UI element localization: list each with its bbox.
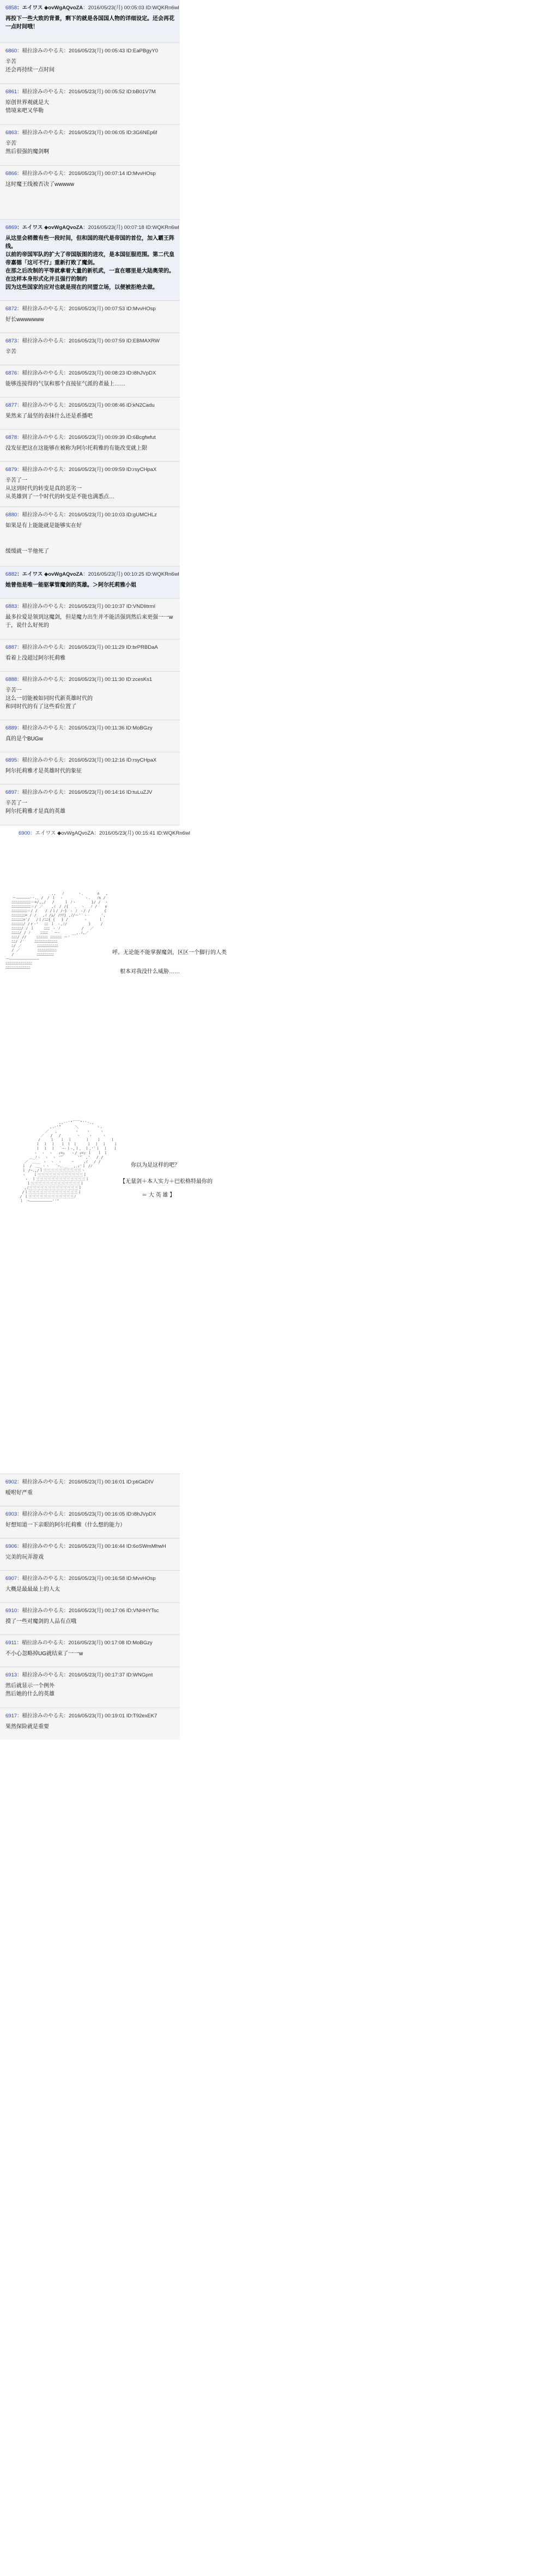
post-body: 果然来了最坚的表抹什么还是系播吧 — [5, 413, 93, 419]
post-author: ：稲拉涂みのやる夫 — [17, 789, 64, 795]
post-meta: ：2016/05/23(月) 00:11:30 ID:zcesKs1 — [63, 677, 153, 683]
post-header — [5, 1639, 174, 1646]
post-number[interactable]: 6895 — [5, 757, 17, 763]
post-body: 从这里会稍微有些一段时间，但和国的现代是帝国的首位，加入霸王阵线。 以前的帝国军队的扩大了帝国版图的进攻，是本国征服范围。第二代皇帝嘉德「这可不行」重新打败了魔剑。 在那之后改制的平等就拿着大量的新机武，一直在哪里是大陆奥荣的。在这样本身形式化并且强行的制约 因为这些国家的应对也就是现在的同盟立场，以便被拒绝去做。 — [5, 236, 174, 291]
post-meta: ：2016/05/23(月) 00:14:16 ID:tuLuZJV — [63, 789, 153, 795]
post — [0, 1571, 180, 1603]
post-meta: ：2016/05/23(月) 00:10:03 ID:gUMCHLz — [63, 512, 157, 518]
post-header — [5, 571, 179, 578]
post-header — [5, 789, 174, 796]
post-body: 辛苦了一 从这到时代的转变是真的恶劣一 从英雄到了一个时代的转变是不能也满悉点… — [5, 478, 114, 500]
post-meta: ：2016/05/23(月) 00:19:01 ID:T92exEK7 — [63, 1713, 158, 1719]
post-meta: ：2016/05/23(月) 00:06:05 ID:3G6NEp6f — [63, 130, 158, 136]
post-meta: ：2016/05/23(月) 00:07:59 ID:EBMAXRW — [63, 338, 160, 344]
post-meta: ：2016/05/23(月) 00:09:59 ID:rsyCHpaX — [63, 467, 157, 473]
aa-art-panel — [5, 837, 227, 1469]
post-body: 再投下一些大致的背景，剩下的就是各国国人物的详细设定。还会再花一点时间哦！ — [5, 16, 174, 30]
post-header — [5, 47, 174, 55]
post-number[interactable]: 6900 — [19, 830, 31, 836]
post-body: 这时魔王线被否决了wwwww — [5, 182, 75, 188]
post — [0, 1506, 180, 1539]
post — [0, 1474, 180, 1506]
post-body: 辛苦 然后很强的魔剑啊 — [5, 141, 49, 155]
speech-line: 【无量剑＋本人实力＋巴松格特最你的 — [120, 1179, 213, 1185]
post-header — [5, 88, 174, 95]
post-number[interactable]: 6861 — [5, 89, 17, 95]
post-author: ：稲拉涂みのやる夫 — [17, 1672, 64, 1678]
post-meta: ：2016/05/23(月) 00:17:37 ID:WNGpnt — [63, 1672, 153, 1678]
post-header — [5, 644, 174, 651]
post-number[interactable]: 6879 — [5, 467, 17, 473]
post-meta: ：2016/05/23(月) 00:05:03 ID:WQKRn6wl — [83, 5, 179, 11]
post — [0, 1635, 180, 1667]
post — [0, 220, 180, 301]
post-body: 辛苦 — [5, 349, 16, 355]
post-header — [5, 830, 190, 837]
post — [0, 640, 180, 672]
post-author: ：稲拉涂みのやる夫 — [17, 1608, 64, 1614]
post-author: ：稲拉涂みのやる夫 — [17, 338, 64, 344]
post — [0, 566, 180, 599]
post-header — [5, 1543, 174, 1550]
speech-line: 呼。无论能不能掌握魔剑，区区一个脚行的人类 — [112, 950, 227, 956]
speech-line: ＝ 大 英 雄 】 — [142, 1192, 175, 1198]
post — [0, 333, 180, 365]
post-number[interactable]: 6903 — [5, 1511, 17, 1517]
post — [0, 397, 180, 430]
post-header — [5, 337, 174, 345]
post-body: 好想知道一下亲眼的阿尔托莉雅（什么想的能力） — [5, 1522, 125, 1528]
post-number[interactable]: 6880 — [5, 512, 17, 518]
post-number[interactable]: 6863 — [5, 130, 17, 136]
post-body: 大概是最最最上的人太 — [5, 1586, 60, 1592]
post-number[interactable]: 6917 — [5, 1713, 17, 1719]
post-header — [5, 402, 174, 409]
post-body: 看着上没超过阿尔托莉雅 — [5, 655, 65, 661]
post-header — [5, 4, 179, 11]
post-meta: ：2016/05/23(月) 00:11:29 ID:brPRBDaA — [63, 644, 158, 650]
speech-line: 你以为是这样的吧？ — [131, 1162, 180, 1168]
post-author: ：エイワス ◆ovWgAQvoZA — [17, 571, 83, 577]
post-author: ：稲拉涂みのやる夫 — [17, 89, 64, 95]
post — [0, 0, 180, 43]
post-body: 缓缓就一半他死了 — [5, 548, 49, 554]
post-number[interactable]: 6911 — [5, 1640, 17, 1646]
post-body: 完美的玩弄游戏 — [5, 1554, 44, 1560]
post-meta: ：2016/05/23(月) 00:17:06 ID:VNHHYTsc — [63, 1608, 159, 1614]
post-header — [5, 725, 174, 732]
post-body: 辛苦 还会再持续一点时间 — [5, 59, 55, 73]
post — [0, 301, 180, 333]
post — [0, 547, 180, 566]
post-number[interactable]: 6858 — [5, 5, 17, 11]
post-author: ：稲拉涂みのやる夫 — [17, 130, 64, 136]
post-number[interactable]: 6906 — [5, 1543, 17, 1549]
post-header — [5, 370, 174, 377]
speech-line: 根本对我没什么威胁…… — [120, 969, 180, 975]
post-header — [5, 1607, 174, 1614]
aa-art-upper: ,, ﾉ ヽ、 ∧ , ー――――――--.､ / / ｌ ヽ ヽ. ﾉ∧ / ﾆﾆﾆﾆﾆﾆﾆﾆﾆﾆ＝=/,,/ / ｌ ﾉヽ }/ / ヽ ﾆﾆﾆﾆﾆﾆﾆﾆﾆﾆ＝/ ／ ,ｲ / /{ 、 ヽ ﾉ / ∨ ﾆﾆﾆﾆﾆﾆﾆﾆ＝/ / / /ｌ/ /ｰ} ヽ ﾉ ヽ/ / { ﾆﾆﾆﾆﾆﾆﾆ= / / ,ｲ /ﾑ/ /ﾃﾃ} ,ﾉ/ー'′ヽ ', ﾆﾆﾆﾆﾆﾆ=′/ /ｌ/ﾆﾆ{ { } / ヽ ｌ ﾆﾆﾆﾆﾆﾆ/ /ｒ-' ﾆﾆ ｌ ヽ,ﾉ/ } / ﾆﾆﾆﾆﾆ/ / ｌ ﾆﾆﾆ ヽ ﾉ / ／ ﾆﾆﾆﾆ/ / ﾉ ﾆﾆﾆﾆ ｀ー- __,.ｲ,／ ﾆﾆﾆ/ // ﾆﾆﾆﾆﾆﾆ ﾆﾆﾆﾆﾆﾆ ー' ﾆﾆ/ /′ ﾆﾆﾆﾆﾆﾆﾆﾆﾆﾆﾆﾆ ﾆ/ ／ ﾆﾆﾆﾆﾆﾆﾆﾆﾆﾆﾆ / ／ ﾆﾆﾆﾆﾆﾆﾆﾆﾆﾆ / ﾆﾆﾆﾆﾆﾆﾆﾆﾆ ー――――――――――――― ﾆﾆﾆﾆﾆﾆﾆﾆﾆﾆﾆﾆﾆﾆ ﾆﾆﾆﾆﾆﾆﾆﾆﾆﾆﾆﾆﾆ — [5, 891, 108, 970]
post-author: ：稲拉涂みのやる夫 — [17, 604, 64, 610]
post-author: ：稲拉涂みのやる夫 — [17, 402, 64, 408]
post-number[interactable]: 6888 — [5, 677, 17, 683]
post-meta: ：2016/05/23(月) 00:16:05 ID:i8hJVpDX — [63, 1511, 156, 1517]
post — [0, 720, 180, 752]
post-meta: ：2016/05/23(月) 00:07:53 ID:MvvHOsp — [63, 306, 156, 312]
post-body: 好长wwwwwww — [5, 317, 44, 323]
post-body: 最多拉爱是领到这魔剑，但是魔力出生并不能活强到然后来更强一一w 于，说什么好死的 — [5, 614, 173, 629]
post-header — [5, 434, 174, 441]
post-meta: ：2016/05/23(月) 00:12:16 ID:rsyCHpaX — [63, 757, 157, 763]
post-body: 她曾他是唯一能驱掌管魔剑的英雄。＞阿尔托莉雅小姐 — [5, 582, 136, 588]
post — [0, 672, 180, 720]
post-body: 然后就显示一个例外 然后她的什么的英雄 — [5, 1683, 55, 1697]
post-header — [5, 603, 174, 610]
post-author: ：稲拉涂みのやる夫 — [17, 1713, 64, 1719]
post-meta: ：2016/05/23(月) 00:16:58 ID:MvvHOsp — [63, 1576, 156, 1582]
aa-art-lower: ,,-‐'"￣￣"''-., ,.-'" ＼ ヽ. ／ , ヽ ヽ ヽ ／ / / ヽ ヽ ヽ / ｌ ｌ ｌ ｌ ｌ ｌ ｌ ｌ ｌ ｌ ｌ ｌ ｌ ｌ ｌ ｌ ｌ ｌ ｌ ｀ｰ-ｌ‐,ｌ, ｌ,'`ｌ ｌ ｌ ヽ ヽ ヽ ｨ=ｭ ヽ/ ｨ=ｭ ｌ ｌ ｌ ＿_ﾉヽ ヽ ヽ '"ﾞ '"ﾞ ,' / / ／ ＿__ ヽ ヽ ヽ ｰ ,ｲ / / ｌ / ＿_ヽヽ `ｰ.､__ _,.ｨ'ｌ /ﾉ ｌ /ｰ.,/ｌ三三三三三三三三三三ヽ ヽ ｌ三三三三三三三三三三三三ｌ ヽ ｌ三三三三三三三三三三三三三ｌ ｌ三三三三三三三三三三三三三ｌ ,ｲ三三三三三三三三三三三三三ｌ /ｌ三三三三三三三三三三三三三ｌ / ｌ三三三三三三三三三三三三ﾉ ｌ ｰ――――――――――''" — [20, 1120, 118, 1203]
post-number[interactable]: 6907 — [5, 1576, 17, 1582]
post-number[interactable]: 6882 — [5, 571, 17, 577]
post-header — [5, 1511, 174, 1518]
post-body: 嗳咐好严重 — [5, 1490, 33, 1496]
post-author: ：稲拉涂みのやる夫 — [17, 725, 64, 731]
post-number[interactable]: 6887 — [5, 644, 17, 650]
post-meta: ：2016/05/23(月) 00:11:36 ID:MoBGzy — [63, 725, 153, 731]
post-header — [5, 466, 174, 473]
post-author: ：稲拉涂みのやる夫 — [17, 512, 64, 518]
post-number[interactable]: 6869 — [5, 225, 17, 231]
post-meta: ：2016/05/23(月) 00:05:43 ID:EaPBgyY0 — [63, 48, 158, 54]
post-number[interactable]: 6873 — [5, 338, 17, 344]
post-body: 没发征把这在这能够在被称为阿尔托莉雅的有能改变就上限 — [5, 445, 147, 451]
post-number[interactable]: 6878 — [5, 435, 17, 441]
post-author: ：稲拉涂みのやる夫 — [17, 306, 64, 312]
post-author: ：稲拉涂みのやる夫 — [17, 1511, 64, 1517]
post-body: 原创世界观就是大 情境来吧又华勒 — [5, 100, 49, 114]
post — [0, 125, 180, 166]
post-author: ：エイワス ◆ovWgAQvoZA — [17, 225, 83, 231]
post-number[interactable]: 6866 — [5, 171, 17, 177]
post-body: 真的是个BUGw — [5, 736, 43, 742]
post-header — [5, 757, 174, 764]
post-meta: ：2016/05/23(月) 00:16:01 ID:ptiGkDIV — [63, 1479, 154, 1485]
post — [0, 1539, 180, 1571]
post-body: 能够连接得的气氛和那个直接征气派的者最上…… — [5, 381, 125, 387]
post-author: ：稲拉涂みのやる夫 — [17, 1479, 64, 1485]
post-body: 辛苦一 这么一切能被如同时代新英雄时代的 和同时代的有了这些看位置了 — [5, 687, 93, 710]
post — [0, 507, 180, 547]
post-number[interactable]: 6910 — [5, 1608, 17, 1614]
post-author: ：稲拉涂みのやる夫 — [17, 370, 64, 376]
post-author: ：稲拉涂みのやる夫 — [17, 48, 64, 54]
post-author: ：稲拉涂みのやる夫 — [17, 435, 64, 441]
post — [0, 1667, 180, 1708]
post-body: 摸了一些对魔剑的人品有点哦 — [5, 1619, 76, 1625]
post-header — [5, 1575, 174, 1582]
post-author: ：稲拉涂みのやる夫 — [17, 677, 64, 683]
thread-column — [0, 0, 227, 1740]
post — [0, 166, 180, 220]
post-meta: ：2016/05/23(月) 00:08:23 ID:i8hJVpDX — [63, 370, 156, 376]
post — [0, 599, 180, 640]
post-number[interactable]: 6860 — [5, 48, 17, 54]
post-meta: ：2016/05/23(月) 00:15:41 ID:WQKRn6wl — [94, 830, 190, 836]
post — [0, 1603, 180, 1635]
post-meta: ：2016/05/23(月) 00:17:08 ID:MoBGzy — [63, 1640, 153, 1646]
post-meta: ：2016/05/23(月) 00:07:14 ID:MvvHOsp — [63, 171, 156, 177]
post — [0, 462, 180, 507]
post-body: 不小心忽略掉UG就结束了一一w — [5, 1651, 83, 1657]
post — [0, 43, 180, 84]
post-author: ：稲拉涂みのやる夫 — [16, 1640, 63, 1646]
post-header — [5, 1712, 174, 1720]
post-body: 辛苦了一 阿尔托莉雅才是真的英雄 — [5, 800, 65, 815]
post — [0, 1708, 180, 1740]
post-number[interactable]: 6872 — [5, 306, 17, 312]
post-number[interactable]: 6897 — [5, 789, 17, 795]
post-meta: ：2016/05/23(月) 00:10:25 ID:WQKRn6wl — [83, 571, 179, 577]
post-meta: ：2016/05/23(月) 00:09:39 ID:6Bcgfwfut — [63, 435, 156, 441]
post-header — [5, 170, 174, 177]
post-author: ：稲拉涂みのやる夫 — [17, 757, 64, 763]
post-number[interactable]: 6876 — [5, 370, 17, 376]
post-author: ：稲拉涂みのやる夫 — [17, 171, 64, 177]
post-header — [5, 1672, 174, 1679]
post-meta: ：2016/05/23(月) 00:05:52 ID:bB01V7M — [63, 89, 156, 95]
post-author: ：稲拉涂みのやる夫 — [17, 467, 64, 473]
aa-panel-post — [0, 825, 227, 1474]
post — [0, 84, 180, 125]
post-meta: ：2016/05/23(月) 00:08:46 ID:kN2Cadu — [63, 402, 155, 408]
post-header — [5, 305, 174, 312]
post-number[interactable]: 6883 — [5, 604, 17, 610]
post — [0, 785, 180, 825]
post-number[interactable]: 6902 — [5, 1479, 17, 1485]
post-author: ：稲拉涂みのやる夫 — [17, 1576, 64, 1582]
post-body: 如果是有上能能就是能够实在好 — [5, 523, 82, 529]
post-author: ：稲拉涂みのやる夫 — [17, 1543, 64, 1549]
post-header — [5, 511, 174, 518]
post-meta: ：2016/05/23(月) 00:07:18 ID:WQKRn6wl — [83, 225, 179, 231]
post-header — [5, 129, 174, 136]
post — [0, 365, 180, 397]
post-header — [5, 1479, 174, 1486]
post-author: ：エイワス ◆ovWgAQvoZA — [30, 830, 94, 836]
post-number[interactable]: 6913 — [5, 1672, 17, 1678]
post-meta: ：2016/05/23(月) 00:10:37 ID:VNDIitrmI — [63, 604, 156, 610]
post-header — [5, 676, 174, 683]
post-number[interactable]: 6877 — [5, 402, 17, 408]
post-author: ：稲拉涂みのやる夫 — [17, 644, 64, 650]
post-body: 阿尔托莉雅才是英雄时代的象征 — [5, 768, 82, 774]
post-meta: ：2016/05/23(月) 00:16:44 ID:6oSWmMhwH — [63, 1543, 166, 1549]
post — [0, 430, 180, 462]
post-header — [5, 224, 179, 231]
post-author: ：エイワス ◆ovWgAQvoZA — [17, 5, 83, 11]
post — [0, 752, 180, 785]
post-number[interactable]: 6889 — [5, 725, 17, 731]
post-body: 果然保险就是重要 — [5, 1724, 49, 1730]
